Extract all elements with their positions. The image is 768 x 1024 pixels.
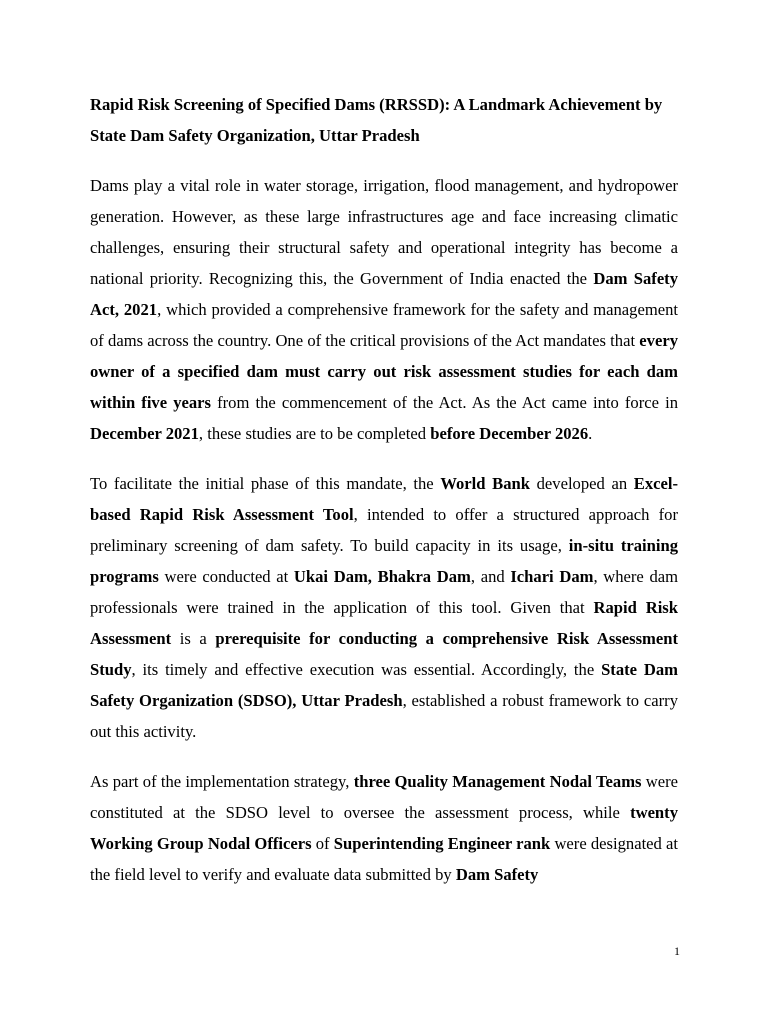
text-run: To facilitate the initial phase of this mandate, the bbox=[90, 474, 441, 493]
bold-text-run: World Bank bbox=[440, 474, 530, 493]
bold-text-run: Superintending Engineer rank bbox=[333, 834, 551, 853]
text-run: from the commencement of the Act. As the Act came into force in bbox=[211, 393, 678, 412]
text-run: , intended to offer a structured approach for preliminary screening of dam safety. To build capacity in its usage, bbox=[90, 505, 679, 555]
bold-text-run: three Quality Management Nodal Teams bbox=[353, 772, 642, 791]
bold-text-run: twenty Working Group Nodal Officers bbox=[90, 803, 678, 853]
bold-text-run: prerequisite for conducting a comprehensive Risk Assessment Study bbox=[90, 629, 678, 679]
document-body bbox=[90, 89, 678, 909]
text-run: . bbox=[588, 424, 593, 443]
paragraph-3 bbox=[90, 766, 678, 890]
text-run: As part of the implementation strategy, bbox=[90, 772, 354, 791]
text-run: of bbox=[311, 834, 334, 853]
text-run: , these studies are to be completed bbox=[198, 424, 431, 443]
paragraph-1 bbox=[90, 170, 678, 449]
page-number: 1 bbox=[674, 944, 680, 958]
text-run: Dams play a vital role in water storage, irrigation, flood management, and hydropower generation. However, as these large infrastructures age and face increasing climatic challenges, ensuring their structural safety and operational integrity has become a national priority. Recognizing this, the Government of India enacted the bbox=[90, 176, 678, 288]
bold-text-run: every owner of a specified dam must carry out risk assessment studies for each dam within five years bbox=[90, 331, 678, 412]
bold-text-run: Ukai Dam, Bhakra Dam bbox=[293, 567, 471, 586]
text-run: , which provided a comprehensive framework for the safety and management of dams across the country. One of the critical provisions of the Act mandates that bbox=[90, 300, 679, 350]
text-run: were constituted at the SDSO level to oversee the assessment process, while bbox=[90, 772, 678, 822]
bold-text-run: December 2021 bbox=[90, 424, 199, 443]
text-run: were designated at the field level to verify and evaluate data submitted by bbox=[90, 834, 679, 884]
text-run: were conducted at bbox=[158, 567, 294, 586]
text-run: , and bbox=[470, 567, 511, 586]
bold-text-run: in-situ training programs bbox=[90, 536, 678, 586]
document-title: Rapid Risk Screening of Specified Dams (RRSSD): A Landmark Achievement by State Dam Safety Organization, Uttar Pradesh bbox=[90, 95, 663, 145]
bold-text-run: State Dam Safety Organization (SDSO), Uttar Pradesh bbox=[90, 660, 678, 710]
bold-text-run: Rapid Risk Assessment bbox=[90, 598, 678, 648]
text-run: , its timely and effective execution was essential. Accordingly, the bbox=[131, 660, 602, 679]
text-run: , established a robust framework to carry out this activity. bbox=[90, 691, 678, 741]
bold-text-run: before December 2026 bbox=[430, 424, 589, 443]
text-run: , where dam professionals were trained in the application of this tool. Given that bbox=[90, 567, 679, 617]
bold-text-run: Excel-based Rapid Risk Assessment Tool bbox=[90, 474, 678, 524]
text-run: developed an bbox=[529, 474, 634, 493]
bold-text-run: Dam Safety Act, 2021 bbox=[90, 269, 679, 319]
bold-text-run: Dam Safety bbox=[455, 865, 539, 884]
paragraph-2 bbox=[90, 468, 678, 747]
text-run: is a bbox=[171, 629, 216, 648]
bold-text-run: Ichari Dam bbox=[510, 567, 594, 586]
